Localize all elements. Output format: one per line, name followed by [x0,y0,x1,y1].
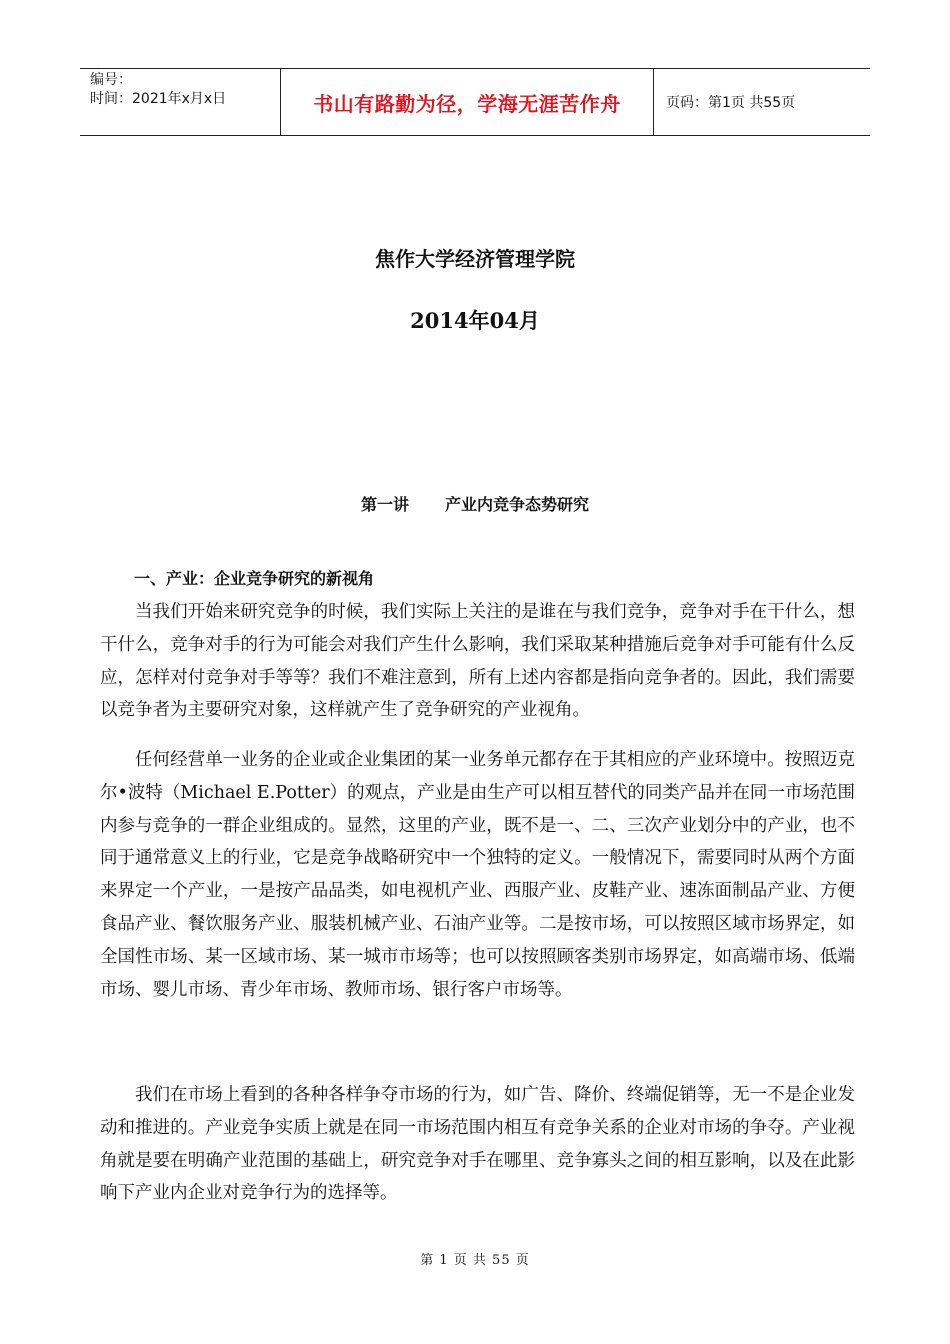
motto-text: 书山有路勤为径，学海无涯苦作舟 [313,91,621,116]
paragraph-1: 当我们开始来研究竞争的时候，我们实际上关注的是谁在与我们竞争，竞争对手在干什么，想干什么，竞争对手的行为可能会对我们产生什么影响，我们采取某种措施后竞争对手可能有什么反应，怎样对付竞争对手等等？我们不难注意到，所有上述内容都是指向竞争者的。因此，我们需要以竞争者为主要研究对象，这样就产生了竞争研究的产业视角。 [100,602,855,721]
number-label: 编号： [90,72,132,88]
page-footer: 第 1 页 共 55 页 [420,1253,530,1268]
header-meta [80,69,280,135]
paragraph-3: 我们在市场上看到的各种各样争夺市场的行为，如广告、降价、终端促销等，无一不是企业发动和推进的。产业竞争实质上就是在同一市场范围内相互有竞争关系的企业对市场的争夺。产业视角就是要在明确产业范围的基础上，研究竞争对手在哪里、竞争寡头之间的相互影响，以及在此影响下产业内企业对竞争行为的选择等。 [100,1085,855,1204]
lecture-heading [0,492,950,515]
page-header [80,68,870,136]
university-title: 焦作大学经济管理学院 [375,247,575,271]
header-motto-cell [280,69,654,135]
time-label: 时间：2021年x月x日 [90,91,227,107]
header-page-info [654,69,870,135]
lecture-title: 产业内竞争态势研究 [445,495,590,514]
paragraph-2: 任何经营单一业务的企业或企业集团的某一业务单元都存在于其相应的产业环境中。按照迈克尔•波特（Michael E.Potter）的观点，产业是由生产可以相互替代的同类产品并在同一市场范围内参与竞争的一群企业组成的。显然，这里的产业，既不是一、二、三次产业划分中的产业，也不同于通常意义上的行业，它是竞争战略研究中一个独特的定义。一般情况下，需要同时从两个方面来界定一个产业，一是按产品品类，如电视机产业、西服产业、皮鞋产业、速冻面制品产业、方便食品产业、餐饮服务产业、服装机械产业、石油产业等。二是按市场，可以按照区域市场界定，如全国性市场、某一区域市场、某一城市市场等；也可以按照顾客类别市场界定，如高端市场、低端市场、婴儿市场、青少年市场、教师市场、银行客户市场等。 [100,750,855,1000]
section-heading: 一、产业：企业竞争研究的新视角 [134,569,375,588]
lecture-number: 第一讲 [360,495,409,514]
page-info-text: 页码：第1页 共55页 [666,95,796,111]
document-date: 2014年04月 [410,308,540,333]
